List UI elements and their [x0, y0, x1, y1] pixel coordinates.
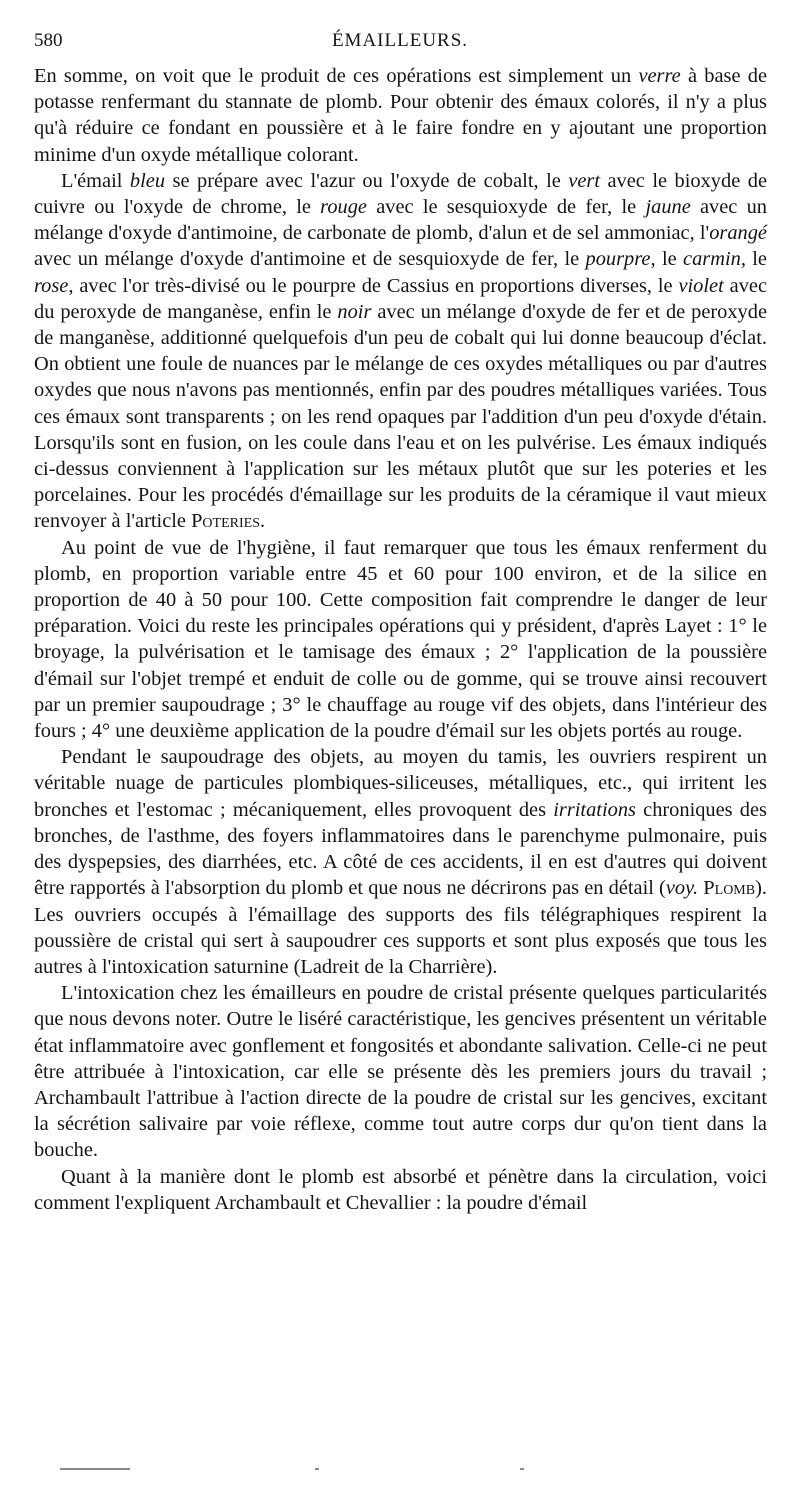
text-run: se prépare avec l'azur ou l'oxyde de cobalt, le [165, 169, 569, 192]
text-run: avec le sesquioxyde de fer, le [367, 196, 646, 219]
text-run: L'intoxication chez les émailleurs en poudre de cristal présente quelques particularités que nous devons noter. Outre le liséré caractéristique, les gencives présentent un véritable état inflammatoire avec gonflement et fongosités et abondante salivation. Celle-ci ne peut être attribuée à l'intoxication, car elle se présente dès les premiers jours du travail ; Archambault l'attribue à l'action directe de la poudre de cristal sur les gencives, excitant la sécrétion salivaire par voie réflexe, comme tout autre corps dur qu'on tient dans la bouche. [34, 982, 767, 1162]
italic-term: vert [568, 169, 601, 192]
paragraph [34, 744, 767, 980]
scan-marks [60, 1468, 530, 1474]
body-text [34, 63, 767, 1216]
text-run: avec un mélange d'oxyde de fer et de peroxyde de manganèse, additionné quelquefois d'un peu de cobalt qui lui donne beaucoup d'éclat. On obtient une foule de nuances par le mélange de ces oxydes métalliques ou par d'autres oxydes que nous n'avons pas mentionnés, enfin par des poudres métalliques variées. Tous ces émaux sont transparents ; on les rend opaques par l'addition d'un peu d'oxyde d'étain. Lorsqu'ils sont en fusion, on les coule dans l'eau et on les pulvérise. Les émaux indiqués ci-dessus conviennent à l'application sur les métaux plutôt que sur les poteries et les porcelaines. Pour les procédés d'émaillage sur les produits de la céramique il vaut mieux renvoyer à l'article [34, 300, 767, 533]
cross-reference: Plomb [703, 877, 756, 900]
text-run: ). Les ouvriers occupés à l'émaillage des supports des fils télégraphiques respirent la poussière de cristal qui sert à saupoudrer ces supports et sont plus exposés que tous les autres à l'intoxication saturnine (Ladreit de la Charrière). [34, 877, 767, 978]
paragraph [34, 63, 767, 168]
text-run: L'émail [61, 169, 130, 192]
paragraph [34, 1164, 767, 1216]
text-run: avec un mélange d'oxyde d'antimoine, de carbonate de plomb, d'alun et de sel ammoniac, l' [34, 196, 767, 245]
italic-term: carmin [683, 248, 741, 271]
running-head: ÉMAILLEURS. [331, 30, 469, 51]
italic-term: rouge [320, 196, 367, 219]
italic-term: bleu [129, 169, 166, 192]
italic-term: noir [337, 300, 372, 323]
text-run: , avec l'or très-divisé ou le pourpre de Cassius en proportions diverses, le [68, 274, 679, 297]
paragraph [34, 980, 767, 1163]
italic-term: voy. [665, 877, 699, 900]
text-run: Au point de vue de l'hygiène, il faut remarquer que tous les émaux renferment du plomb, en proportion variable entre 45 et 60 pour 100 environ, et de la silice en proportion de 40 à 50 pour 100. Cette composition fait comprendre le danger de leur préparation. Voici du reste les principales opérations qui y président, d'après Layet : 1° le broyage, la pulvérisation et le tamisage des émaux ; 2° l'application de la poussière d'émail sur l'objet trempé et enduit de colle ou de gomme, qui se trouve ainsi recouvert par un premier saupoudrage ; 3° le chauffage au rouge vif des objets, dans l'intérieur des fours ; 4° une deuxième application de la poudre d'émail sur les objets portés au rouge. [34, 536, 767, 743]
italic-term: pourpre [585, 248, 651, 271]
paragraph [34, 535, 767, 745]
italic-term: rose [34, 274, 69, 297]
text-run: Quant à la manière dont le plomb est absorbé et pénètre dans la circulation, voici comment l'expliquent Archambault et Chevallier : la poudre d'émail [34, 1165, 767, 1214]
italic-term: verre [638, 65, 681, 87]
italic-term: orangé [709, 222, 767, 245]
text-run: . [260, 510, 266, 533]
italic-term: jaune [645, 196, 691, 219]
text-run: chroniques des bronches, de l'asthme, des foyers inflammatoires dans le parenchyme pulmonaire, puis des dyspepsies, des diarrhées, etc. A côté de ces accidents, il en est d'autres qui doivent être rapportés à l'absorption du plomb et que nous ne décrirons pas en détail ( [34, 798, 767, 900]
text-run: , le [650, 248, 684, 271]
text-run: , le [740, 248, 767, 271]
text-run: Pendant le saupoudrage des objets, au moyen du tamis, les ouvriers respirent un véritable nuage de particules plombiques-siliceuses, métalliques, etc., qui irritent les bronches et l'estomac ; mécaniquement, elles provoquent des [34, 746, 767, 821]
italic-term: irritations [553, 798, 636, 821]
page-header [34, 30, 766, 58]
text-run: En somme, on voit que le produit de ces opérations est simplement un [34, 65, 639, 87]
text-run: avec le bioxyde de cuivre ou l'oxyde de chrome, le [34, 169, 767, 219]
text-run: avec un mélange d'oxyde d'antimoine et de sesquioxyde de fer, le [34, 248, 586, 271]
text-run: à base de potasse renfermant du stannate de plomb. Pour obtenir des émaux colorés, il n'y a plus qu'à réduire ce fondant en poussière et à le faire fondre en y ajoutant une proportion minime d'un oxyde métallique colorant. [34, 65, 767, 166]
italic-term: violet [678, 274, 724, 297]
page-number: 580 [34, 30, 63, 51]
paragraph [34, 168, 767, 535]
text-run: avec du peroxyde de manganèse, enfin le [34, 274, 767, 323]
cross-reference: Poteries [191, 510, 260, 533]
